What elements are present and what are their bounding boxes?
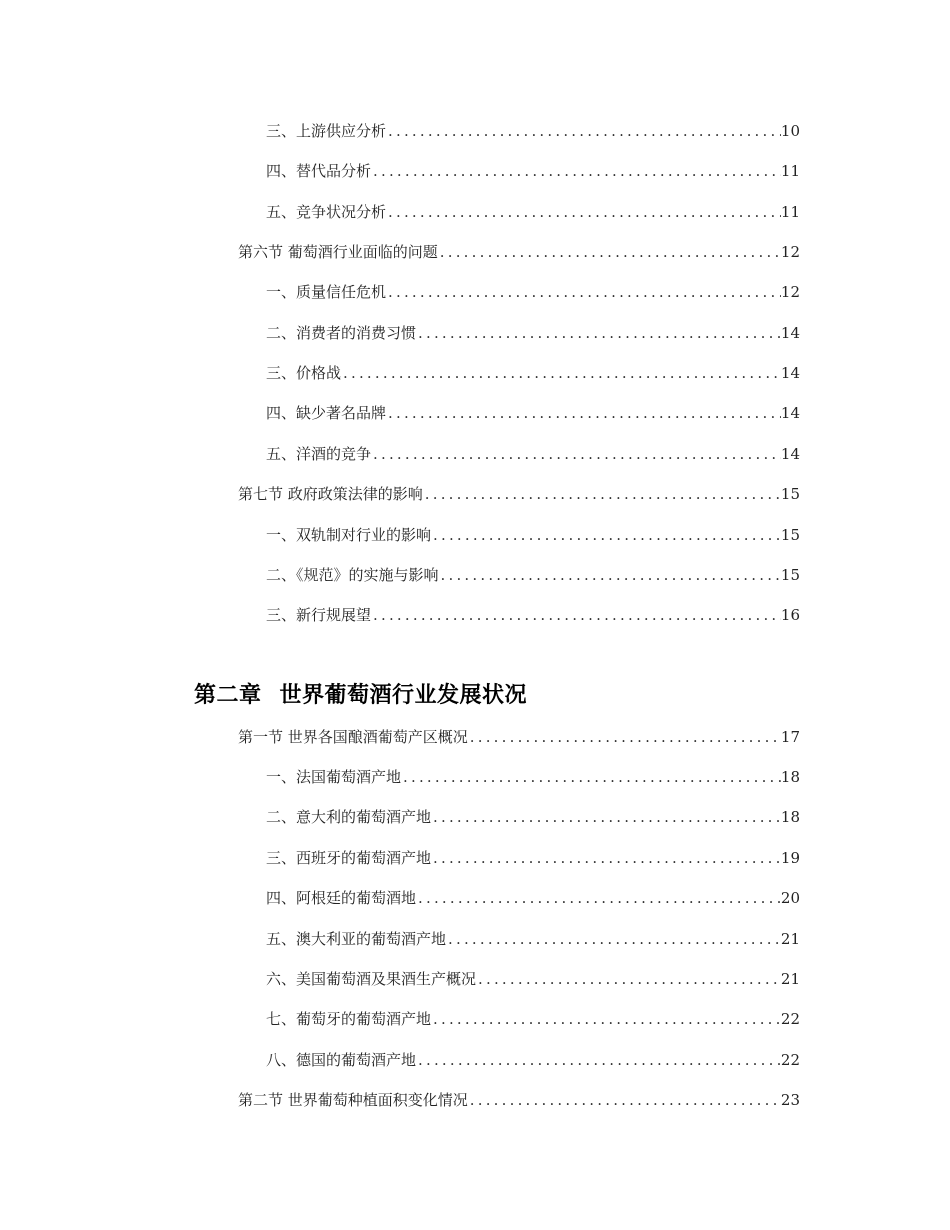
toc-entry[interactable] bbox=[266, 564, 800, 586]
toc-page-number: 15 bbox=[780, 526, 800, 544]
toc-entry[interactable] bbox=[266, 1049, 800, 1071]
toc-page-number: 17 bbox=[780, 728, 800, 746]
toc-entry[interactable] bbox=[266, 402, 800, 424]
chapter-number: 第二章 bbox=[194, 683, 262, 708]
toc-leader-dots bbox=[401, 766, 781, 788]
toc-page-number: 14 bbox=[780, 324, 800, 342]
toc-section-entry[interactable] bbox=[238, 1089, 800, 1111]
toc-entry[interactable] bbox=[266, 604, 800, 626]
toc-section-entry[interactable] bbox=[238, 483, 800, 505]
toc-entry-title: 三、新行规展望 bbox=[266, 606, 372, 624]
toc-page-number: 20 bbox=[780, 889, 800, 907]
toc-entry-title: 第七节 政府政策法律的影响 bbox=[238, 485, 423, 503]
toc-leader-dots bbox=[431, 524, 781, 546]
toc-leader-dots bbox=[371, 160, 781, 182]
toc-page-number: 18 bbox=[780, 768, 800, 786]
toc-entry[interactable] bbox=[266, 928, 800, 950]
toc-entry[interactable] bbox=[266, 766, 800, 788]
toc-entry-title: 一、双轨制对行业的影响 bbox=[266, 526, 432, 544]
toc-leader-dots bbox=[438, 241, 781, 263]
toc-leader-dots bbox=[386, 281, 781, 303]
toc-page-number: 23 bbox=[780, 1091, 800, 1109]
toc-leader-dots bbox=[341, 362, 781, 384]
toc-page-number: 18 bbox=[780, 808, 800, 826]
toc-entry-title: 五、洋酒的竞争 bbox=[266, 445, 372, 463]
toc-page-number: 21 bbox=[780, 930, 800, 948]
toc-entry[interactable] bbox=[266, 847, 800, 869]
chapter-heading[interactable] bbox=[194, 678, 527, 709]
toc-entry[interactable] bbox=[266, 968, 800, 990]
toc-leader-dots bbox=[468, 726, 781, 748]
toc-entry-title: 三、价格战 bbox=[266, 364, 342, 382]
toc-leader-dots bbox=[476, 968, 781, 990]
toc-entry-title: 四、阿根廷的葡萄酒地 bbox=[266, 889, 417, 907]
toc-entry-title: 五、竞争状况分析 bbox=[266, 203, 387, 221]
toc-entry-title: 四、缺少著名品牌 bbox=[266, 404, 387, 422]
toc-leader-dots bbox=[371, 604, 781, 626]
toc-page-number: 16 bbox=[780, 606, 800, 624]
toc-page-number: 11 bbox=[780, 162, 800, 180]
toc-entry[interactable] bbox=[266, 362, 800, 384]
toc-entry[interactable] bbox=[266, 201, 800, 223]
toc-page-number: 19 bbox=[780, 849, 800, 867]
toc-entry-title: 四、替代品分析 bbox=[266, 162, 372, 180]
toc-entry-title: 第一节 世界各国酿酒葡萄产区概况 bbox=[238, 728, 468, 746]
toc-page-number: 15 bbox=[780, 485, 800, 503]
toc-entry-title: 三、上游供应分析 bbox=[266, 122, 387, 140]
toc-entry-title: 三、西班牙的葡萄酒产地 bbox=[266, 849, 432, 867]
toc-entry-title: 二、消费者的消费习惯 bbox=[266, 324, 417, 342]
toc-entry[interactable] bbox=[266, 120, 800, 142]
toc-entry-title: 第六节 葡萄酒行业面临的问题 bbox=[238, 243, 438, 261]
toc-entry-title: 第二节 世界葡萄种植面积变化情况 bbox=[238, 1091, 468, 1109]
toc-entry[interactable] bbox=[266, 443, 800, 465]
toc-entry-title: 六、美国葡萄酒及果酒生产概况 bbox=[266, 970, 477, 988]
toc-entry[interactable] bbox=[266, 322, 800, 344]
toc-leader-dots bbox=[416, 887, 781, 909]
toc-leader-dots bbox=[431, 847, 781, 869]
toc-page-number: 10 bbox=[780, 122, 800, 140]
toc-section-entry[interactable] bbox=[238, 726, 800, 748]
toc-leader-dots bbox=[416, 322, 781, 344]
toc-entry[interactable] bbox=[266, 887, 800, 909]
toc-entry-title: 五、澳大利亚的葡萄酒产地 bbox=[266, 930, 447, 948]
chapter-title: 世界葡萄酒行业发展状况 bbox=[279, 683, 528, 708]
toc-leader-dots bbox=[431, 806, 781, 828]
toc-page-number: 14 bbox=[780, 404, 800, 422]
toc-leader-dots bbox=[446, 928, 781, 950]
toc-leader-dots bbox=[386, 201, 781, 223]
toc-leader-dots bbox=[423, 483, 781, 505]
toc-entry[interactable] bbox=[266, 281, 800, 303]
toc-leader-dots bbox=[386, 120, 781, 142]
toc-page-number: 12 bbox=[780, 283, 800, 301]
toc-page-number: 21 bbox=[780, 970, 800, 988]
toc-leader-dots bbox=[371, 443, 781, 465]
toc-page-number: 11 bbox=[780, 203, 800, 221]
toc-leader-dots bbox=[439, 564, 781, 586]
toc-leader-dots bbox=[416, 1049, 781, 1071]
toc-page-number: 22 bbox=[780, 1051, 800, 1069]
toc-entry-title: 七、葡萄牙的葡萄酒产地 bbox=[266, 1010, 432, 1028]
toc-entry-title: 一、法国葡萄酒产地 bbox=[266, 768, 402, 786]
toc-page-number: 12 bbox=[780, 243, 800, 261]
toc-leader-dots bbox=[386, 402, 781, 424]
toc-section-entry[interactable] bbox=[238, 241, 800, 263]
toc-entry-title: 一、质量信任危机 bbox=[266, 283, 387, 301]
toc-entry-title: 八、德国的葡萄酒产地 bbox=[266, 1051, 417, 1069]
toc-entry[interactable] bbox=[266, 806, 800, 828]
toc-entry[interactable] bbox=[266, 160, 800, 182]
toc-leader-dots bbox=[468, 1089, 781, 1111]
toc-entry-title: 二、《规范》的实施与影响 bbox=[266, 566, 439, 584]
toc-entry[interactable] bbox=[266, 524, 800, 546]
toc-page-number: 15 bbox=[780, 566, 800, 584]
toc-page-number: 22 bbox=[780, 1010, 800, 1028]
toc-page-number: 14 bbox=[780, 364, 800, 382]
toc-entry-title: 二、意大利的葡萄酒产地 bbox=[266, 808, 432, 826]
toc-page-number: 14 bbox=[780, 445, 800, 463]
toc-leader-dots bbox=[431, 1008, 781, 1030]
toc-entry[interactable] bbox=[266, 1008, 800, 1030]
